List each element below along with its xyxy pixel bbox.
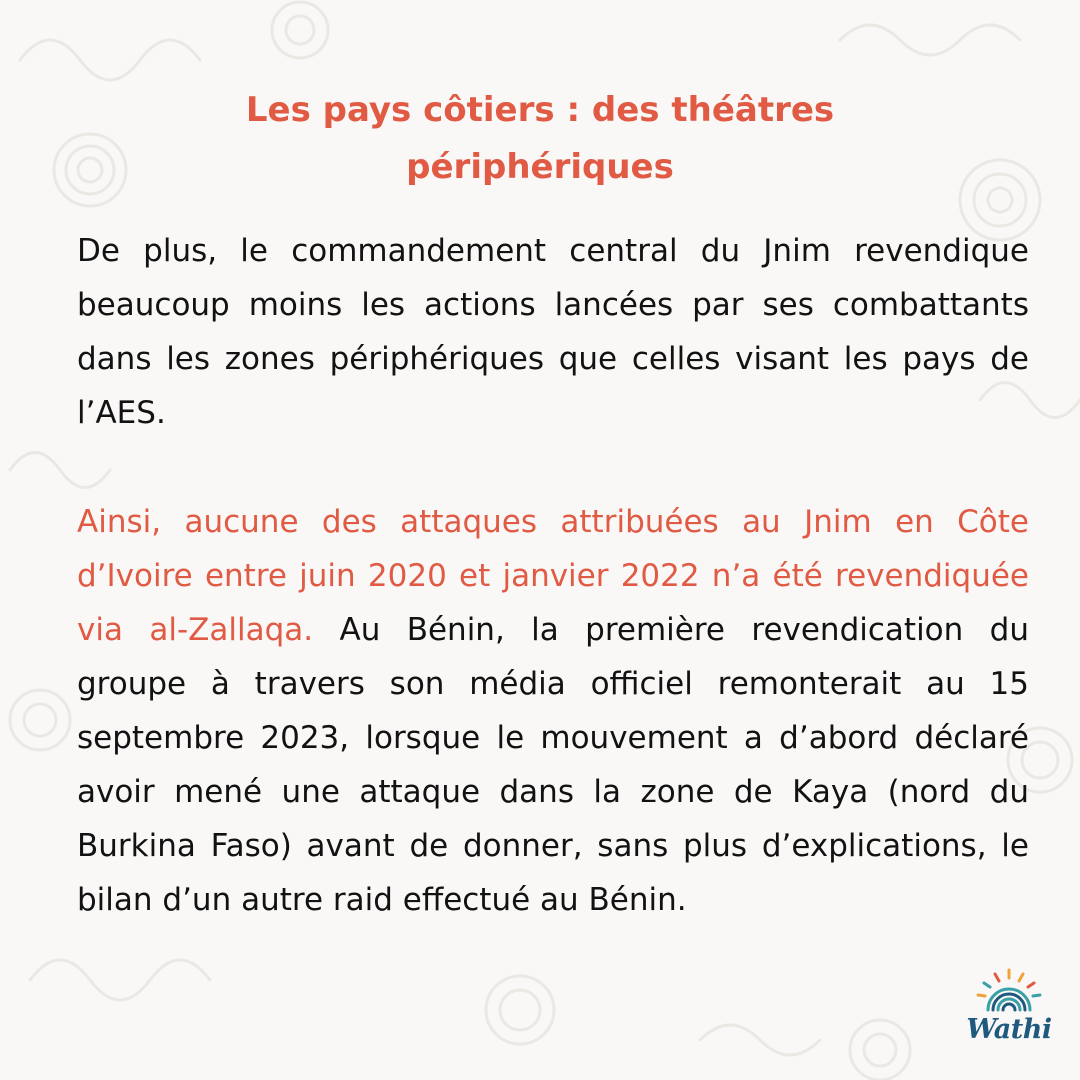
- wathi-logo: [964, 966, 1064, 1056]
- paragraph-2-rest: Au Bénin, la première revendication du groupe à travers son média officiel remonterait au 15 septembre 2023, lorsque le mouvement a d’abord déclaré avoir mené une attaque dans la zone de Kaya (nord du Burkina Faso) avant de donner, sans plus d’explications, le bilan d’un autre raid effectué au Bénin.: [77, 612, 1029, 918]
- title-line-1: Les pays côtiers : des théâtres: [245, 90, 835, 130]
- title-line-2: périphériques: [406, 147, 674, 187]
- paragraph-1: De plus, le commandement central du Jnim revendique beaucoup moins les actions lancées par ses combattants dans les zones périphériques que celles visant les pays de l’AES.: [77, 233, 1029, 431]
- logo-text: Wathi: [966, 1014, 1052, 1045]
- paragraph-2-highlight: Ainsi, aucune des attaques attribuées au Jnim en Côte d’Ivoire entre juin 2020 et janvier 2022 n’a été revendiquée via al-Zallaqa.: [77, 504, 1029, 648]
- sunrise-logo-icon: [964, 966, 1054, 1016]
- paragraph-2: [77, 495, 1029, 927]
- page-title: [140, 82, 940, 196]
